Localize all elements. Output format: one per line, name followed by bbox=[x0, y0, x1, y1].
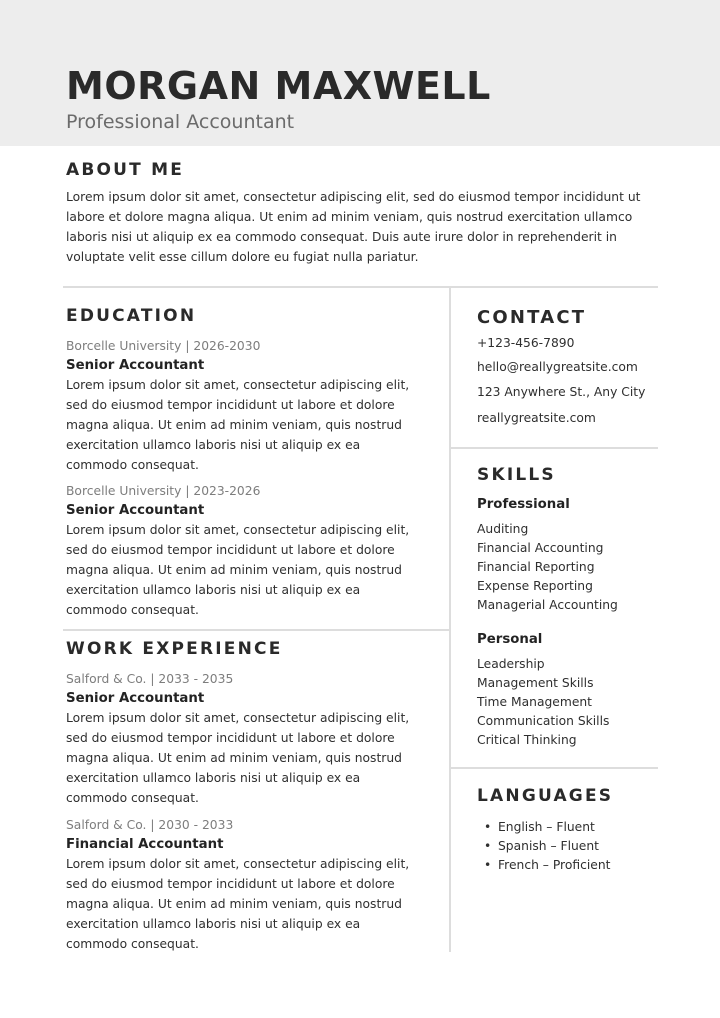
skill-item: Communication Skills bbox=[477, 714, 610, 728]
description-line: exercitation ullamco laboris nisi ut aliquip ex ea bbox=[66, 917, 361, 931]
divider-top bbox=[63, 286, 658, 288]
description-line: commodo consequat. bbox=[66, 458, 199, 472]
bullet-icon: • bbox=[484, 839, 492, 853]
description-line: exercitation ullamco laboris nisi ut aliquip ex ea bbox=[66, 771, 361, 785]
bullet-icon: • bbox=[484, 858, 492, 872]
education-heading: EDUCATION bbox=[66, 306, 197, 326]
skill-item: Critical Thinking bbox=[477, 733, 577, 747]
language-item bbox=[477, 837, 667, 856]
skills-professional-list bbox=[477, 520, 667, 615]
description-line: sed do eiusmod tempor incididunt ut labore et dolore bbox=[66, 877, 395, 891]
about-heading: ABOUT ME bbox=[66, 160, 185, 180]
entry-meta: Borcelle University | 2026-2030 bbox=[66, 339, 261, 353]
language-label: French – Proficient bbox=[498, 858, 611, 872]
divider-right-skills bbox=[450, 767, 658, 769]
description-line: sed do eiusmod tempor incididunt ut labore et dolore bbox=[66, 398, 395, 412]
contact-website[interactable]: reallygreatsite.com bbox=[477, 411, 596, 425]
skill-item: Financial Accounting bbox=[477, 541, 604, 555]
description-line: Lorem ipsum dolor sit amet, consectetur adipiscing elit, bbox=[66, 523, 410, 537]
job-title: Professional Accountant bbox=[66, 111, 295, 133]
entry-description bbox=[66, 520, 426, 620]
contact-heading: CONTACT bbox=[477, 307, 587, 328]
skill-item: Leadership bbox=[477, 657, 545, 671]
description-line: commodo consequat. bbox=[66, 603, 199, 617]
description-line: exercitation ullamco laboris nisi ut aliquip ex ea bbox=[66, 583, 361, 597]
entry-description bbox=[66, 375, 426, 475]
education-entry bbox=[66, 481, 426, 620]
description-line: Lorem ipsum dolor sit amet, consectetur adipiscing elit, bbox=[66, 378, 410, 392]
about-line: labore et dolore magna aliqua. Ut enim ad minim veniam, quis nostrud exercitation ullamco bbox=[66, 210, 633, 224]
language-label: English – Fluent bbox=[498, 820, 595, 834]
about-line: voluptate velit esse cillum dolore eu fugiat nulla pariatur. bbox=[66, 250, 419, 264]
description-line: magna aliqua. Ut enim ad minim veniam, quis nostrud bbox=[66, 751, 402, 765]
language-item bbox=[477, 818, 667, 837]
about-line: Lorem ipsum dolor sit amet, consectetur adipiscing elit, sed do eiusmod tempor incididunt ut bbox=[66, 190, 641, 204]
bullet-icon: • bbox=[484, 820, 492, 834]
description-line: commodo consequat. bbox=[66, 937, 199, 951]
description-line: sed do eiusmod tempor incididunt ut labore et dolore bbox=[66, 543, 395, 557]
header-band bbox=[0, 0, 720, 146]
entry-meta: Salford & Co. | 2030 - 2033 bbox=[66, 818, 234, 832]
entry-description bbox=[66, 854, 426, 954]
skills-personal-list bbox=[477, 655, 667, 750]
language-item bbox=[477, 856, 667, 875]
contact-address: 123 Anywhere St., Any City bbox=[477, 385, 646, 399]
languages-list bbox=[477, 818, 667, 875]
work-entry bbox=[66, 669, 426, 808]
work-heading: WORK EXPERIENCE bbox=[66, 639, 283, 659]
language-label: Spanish – Fluent bbox=[498, 839, 599, 853]
description-line: sed do eiusmod tempor incididunt ut labore et dolore bbox=[66, 731, 395, 745]
education-entry bbox=[66, 336, 426, 475]
skills-heading: SKILLS bbox=[477, 465, 556, 485]
entry-meta: Borcelle University | 2023-2026 bbox=[66, 484, 261, 498]
entry-meta: Salford & Co. | 2033 - 2035 bbox=[66, 672, 234, 686]
entry-position: Senior Accountant bbox=[66, 691, 205, 706]
skill-item: Auditing bbox=[477, 522, 529, 536]
skill-item: Management Skills bbox=[477, 676, 594, 690]
entry-description bbox=[66, 708, 426, 808]
skills-personal-heading: Personal bbox=[477, 632, 543, 647]
skill-item: Time Management bbox=[477, 695, 593, 709]
description-line: Lorem ipsum dolor sit amet, consectetur adipiscing elit, bbox=[66, 857, 410, 871]
entry-position: Senior Accountant bbox=[66, 503, 205, 518]
description-line: exercitation ullamco laboris nisi ut aliquip ex ea bbox=[66, 438, 361, 452]
entry-position: Financial Accountant bbox=[66, 837, 224, 852]
description-line: commodo consequat. bbox=[66, 791, 199, 805]
candidate-name: MORGAN MAXWELL bbox=[66, 64, 491, 108]
description-line: magna aliqua. Ut enim ad minim veniam, quis nostrud bbox=[66, 563, 402, 577]
skill-item: Financial Reporting bbox=[477, 560, 595, 574]
about-line: laboris nisi ut aliquip ex ea commodo consequat. Duis aute irure dolor in reprehenderit in bbox=[66, 230, 617, 244]
description-line: Lorem ipsum dolor sit amet, consectetur adipiscing elit, bbox=[66, 711, 410, 725]
languages-heading: LANGUAGES bbox=[477, 786, 614, 806]
work-entry bbox=[66, 815, 426, 954]
skills-professional-heading: Professional bbox=[477, 497, 570, 512]
divider-left-mid bbox=[63, 629, 450, 631]
entry-position: Senior Accountant bbox=[66, 358, 205, 373]
divider-right-contact bbox=[450, 447, 658, 449]
divider-vertical bbox=[449, 287, 451, 952]
skill-item: Managerial Accounting bbox=[477, 598, 618, 612]
description-line: magna aliqua. Ut enim ad minim veniam, quis nostrud bbox=[66, 897, 402, 911]
skill-item: Expense Reporting bbox=[477, 579, 593, 593]
contact-phone: +123-456-7890 bbox=[477, 336, 575, 350]
about-text bbox=[66, 187, 656, 267]
description-line: magna aliqua. Ut enim ad minim veniam, quis nostrud bbox=[66, 418, 402, 432]
contact-email[interactable]: hello@reallygreatsite.com bbox=[477, 360, 638, 374]
